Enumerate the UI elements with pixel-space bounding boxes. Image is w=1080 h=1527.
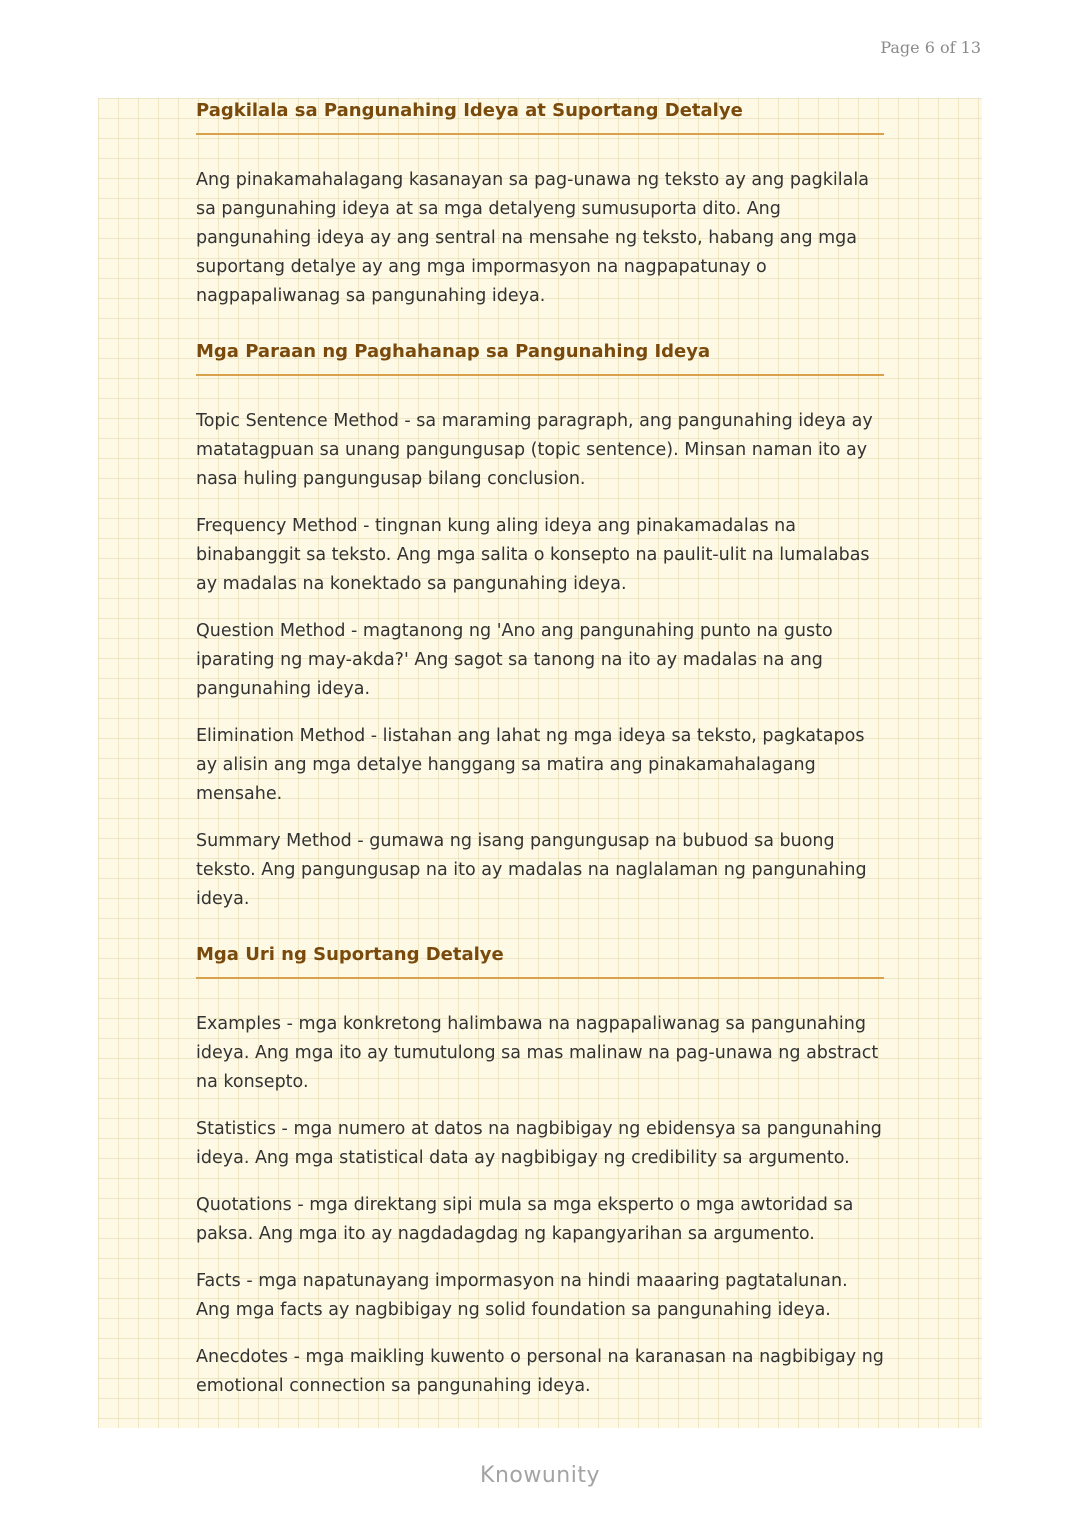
- paragraph: Ang pinakamahalagang kasanayan sa pag-unawa ng teksto ay ang pagkilala sa pangunahing ideya at sa mga detalyeng sumusuporta dito. Ang pangunahing ideya ay ang sentral na mensahe ng teksto, habang ang mga suportang detalye ay ang mga impormasyon na nagpapatunay o nagpapaliwanag sa pangunahing ideya.: [196, 170, 869, 306]
- section-supporting-details: [196, 942, 884, 1401]
- section-title: Mga Uri ng Suportang Detalye: [196, 942, 884, 979]
- paragraph-list: [196, 166, 884, 311]
- paragraph: Quotations - mga direktang sipi mula sa mga eksperto o mga awtoridad sa paksa. Ang mga ito ay nagdadagdag ng kapangyarihan sa argumento.: [196, 1195, 854, 1244]
- page-indicator: Page 6 of 13: [880, 38, 981, 57]
- section-main-idea: [196, 98, 884, 311]
- paragraph: Statistics - mga numero at datos na nagbibigay ng ebidensya sa pangunahing ideya. Ang mga statistical data ay nagbibigay ng credibility sa argumento.: [196, 1119, 882, 1168]
- paragraph: Anecdotes - mga maikling kuwento o personal na karanasan na nagbibigay ng emotional connection sa pangunahing ideya.: [196, 1347, 884, 1396]
- paragraph: Elimination Method - listahan ang lahat ng mga ideya sa teksto, pagkatapos ay alisin ang mga detalye hanggang sa matira ang pinakamahalagang mensahe.: [196, 726, 865, 804]
- paragraph: Summary Method - gumawa ng isang pangungusap na bubuod sa buong teksto. Ang pangungusap na ito ay madalas na naglalaman ng pangunahing ideya.: [196, 831, 867, 909]
- paragraph-list: [196, 407, 884, 914]
- document-content: [196, 98, 884, 1429]
- paragraph: Topic Sentence Method - sa maraming paragraph, ang pangunahing ideya ay matatagpuan sa unang pangungusap (topic sentence). Minsan naman ito ay nasa huling pangungusap bilang conclusion.: [196, 411, 873, 489]
- paragraph: Facts - mga napatunayang impormasyon na hindi maaaring pagtatalunan. Ang mga facts ay nagbibigay ng solid foundation sa pangunahing ideya.: [196, 1271, 848, 1320]
- paragraph-list: [196, 1010, 884, 1401]
- section-methods: [196, 339, 884, 914]
- section-title: Mga Paraan ng Paghahanap sa Pangunahing Ideya: [196, 339, 884, 376]
- paragraph: Frequency Method - tingnan kung aling ideya ang pinakamadalas na binabanggit sa teksto. Ang mga salita o konsepto na paulit-ulit na lumalabas ay madalas na konektado sa pangunahing ideya.: [196, 516, 870, 594]
- paragraph: Question Method - magtanong ng 'Ano ang pangunahing punto na gusto iparating ng may-akda?' Ang sagot sa tanong na ito ay madalas na ang pangunahing ideya.: [196, 621, 833, 699]
- section-title: Pagkilala sa Pangunahing Ideya at Suportang Detalye: [196, 98, 884, 135]
- paragraph: Examples - mga konkretong halimbawa na nagpapaliwanag sa pangunahing ideya. Ang mga ito ay tumutulong sa mas malinaw na pag-unawa ng abstract na konsepto.: [196, 1014, 879, 1092]
- footer-brand: Knowunity: [480, 1463, 600, 1488]
